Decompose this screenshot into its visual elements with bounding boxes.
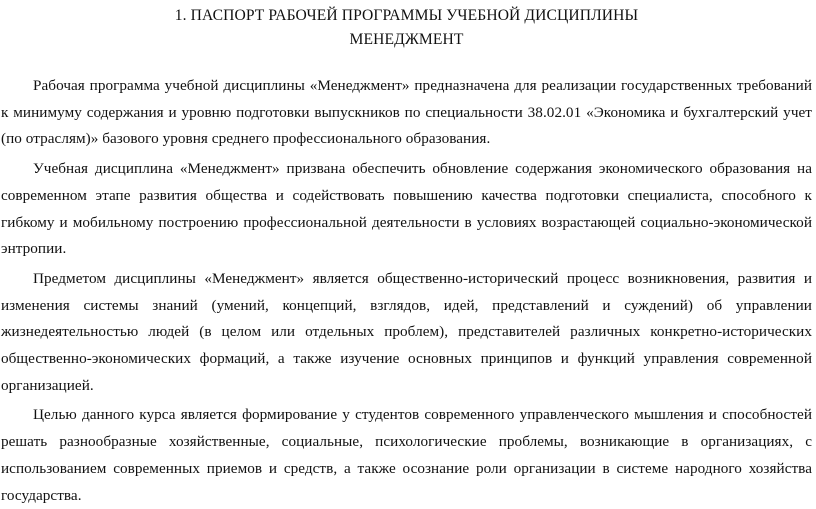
paragraph-purpose: Рабочая программа учебной дисциплины «Менеджмент» предназначена для реализации государственных требований к минимуму содержания и уровню подготовки выпускников по специальности 38.02.01 «Экономика и бухгалтерский учет (по отраслям)» базового уровня среднего профессионального образования. <box>1 77 812 148</box>
paragraph-mission: Учебная дисциплина «Менеджмент» призвана обеспечить обновление содержания экономического образования на современном этапе развития общества и содействовать повышению качества подготовки специалиста, способного к гибкому и мобильному построению профессиональной деятельности в условиях возрастающей социально-экономической энтропии. <box>1 160 812 258</box>
paragraph-goal: Целью данного курса является формирование у студентов современного управленческого мышления и способностей решать разнообразные хозяйственные, социальные, психологические проблемы, возникающие в организациях, с использованием современных приемов и средств, а также осознание роли организации в системе народного хозяйства государства. <box>1 406 812 504</box>
section-title: 1. ПАСПОРТ РАБОЧЕЙ ПРОГРАММЫ УЧЕБНОЙ ДИСЦИПЛИНЫ <box>174 7 639 24</box>
discipline-title: МЕНЕДЖМЕНТ <box>349 31 464 48</box>
paragraph-subject: Предметом дисциплины «Менеджмент» является общественно-исторический процесс возникновения, развития и изменения системы знаний (умений, концепций, взглядов, идей, представлений и суждений) об управлении жизнедеятельностью людей (в целом или отдельных проблем), представителей различных конкретно-исторических общественно-экономических формаций, а также изучение основных принципов и функций управления современной организацией. <box>1 269 812 394</box>
